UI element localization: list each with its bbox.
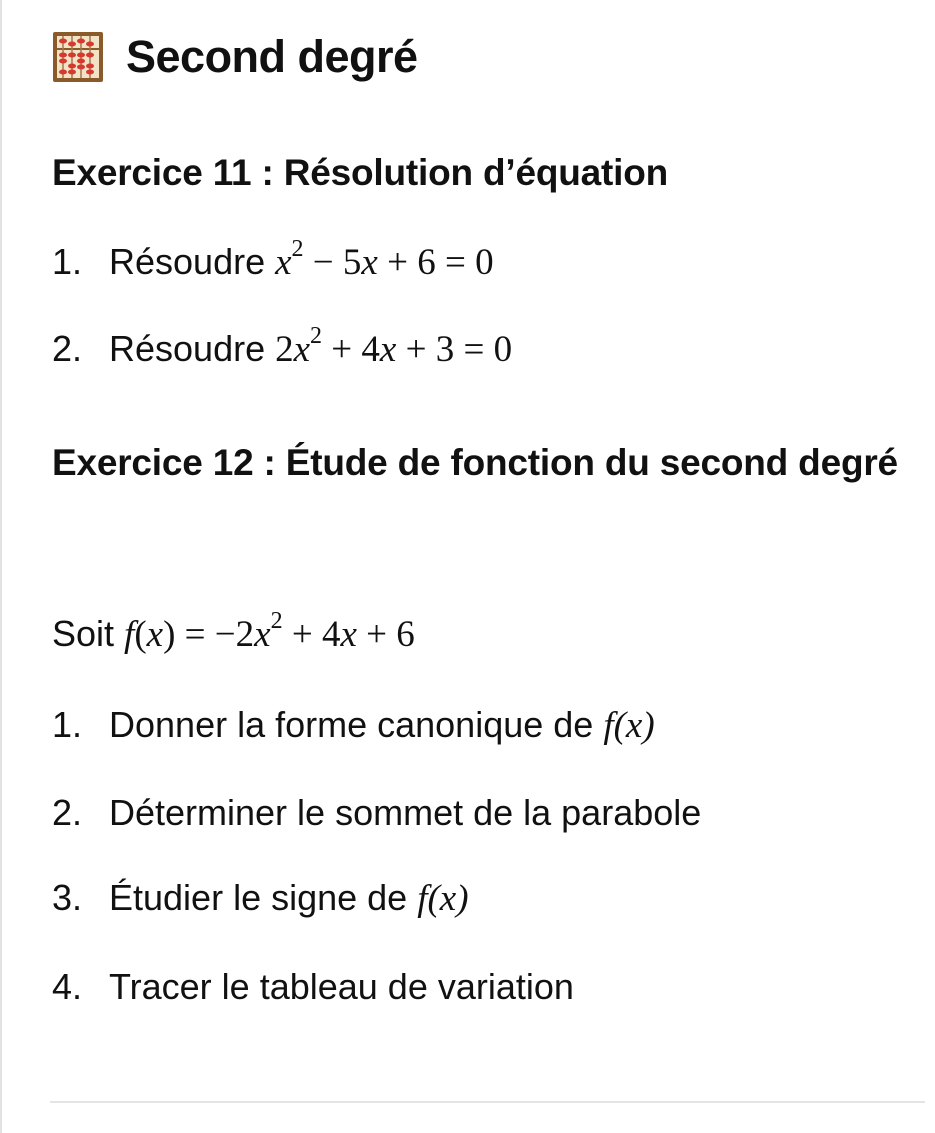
list-number: 3.	[52, 877, 83, 918]
list-number: 2.	[52, 328, 83, 369]
title-row	[52, 28, 418, 86]
equation: $2x^2 + 4x + 3 = 0$	[275, 323, 513, 370]
function-equation: $f(x) = -2x^2 + 4x + 6$	[124, 608, 415, 655]
exercise-12-heading: Exercice 12 : Étude de fonction du second degré	[52, 442, 898, 483]
intro-text: Soit	[52, 613, 115, 654]
function-symbol: f(x)	[417, 878, 469, 919]
list-item	[52, 322, 512, 377]
list-number: 1.	[52, 704, 83, 745]
list-number: 1.	[52, 241, 83, 282]
list-number: 2.	[52, 792, 83, 833]
page-title: Second degré	[126, 31, 418, 82]
equation: $x^2 - 5x + 6 = 0$	[275, 236, 494, 283]
list-item	[52, 698, 655, 753]
function-definition	[52, 607, 415, 662]
list-item-text: Tracer le tableau de variation	[109, 966, 574, 1007]
left-border	[0, 0, 2, 1133]
exercise-11-heading: Exercice 11 : Résolution d’équation	[52, 152, 669, 193]
list-item-text: Étudier le signe de	[109, 877, 408, 918]
list-item-text: Résoudre	[109, 241, 266, 282]
list-item-text: Donner la forme canonique de	[109, 704, 594, 745]
list-number: 4.	[52, 966, 83, 1007]
list-item	[52, 235, 494, 290]
divider	[50, 1101, 925, 1103]
list-item	[52, 960, 574, 1014]
list-item-text: Déterminer le sommet de la parabole	[109, 792, 702, 833]
list-item	[52, 786, 701, 840]
list-item	[52, 871, 469, 926]
abacus-icon	[52, 31, 104, 83]
function-symbol: f(x)	[603, 705, 655, 746]
list-item-text: Résoudre	[109, 328, 266, 369]
